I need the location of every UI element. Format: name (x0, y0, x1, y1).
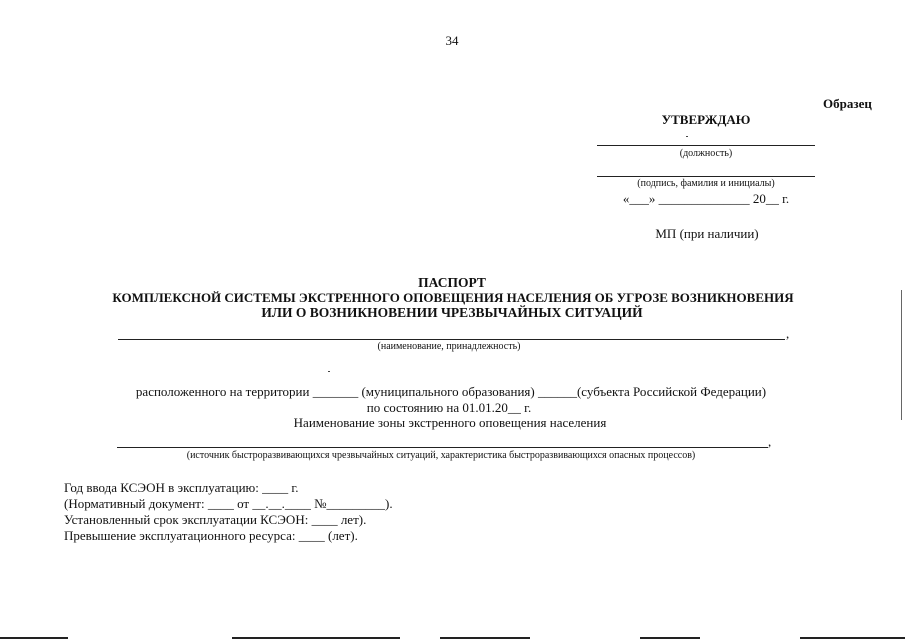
name-line (118, 339, 785, 340)
position-line (597, 145, 815, 146)
source-caption: (источник быстроразвивающихся чрезвычайных ситуаций, характеристика быстроразвивающихся опасных процессов) (186, 450, 696, 461)
scan-edge-mark (440, 637, 530, 639)
scan-edge-mark (0, 637, 68, 639)
zone-name-label: Наименование зоны экстренного оповещения населения (293, 415, 607, 430)
scan-edge-mark (640, 637, 700, 639)
signature-caption: (подпись, фамилия и инициалы) (637, 178, 775, 189)
sample-label: Образец (823, 96, 872, 111)
approval-date-line: «___» ______________ 20__ г. (622, 191, 790, 206)
commissioning-year: Год ввода КСЭОН в эксплуатацию: ____ г. (64, 480, 299, 495)
scan-edge-mark (901, 290, 902, 420)
resource-exceeded: Превышение эксплуатационного ресурса: ____ (лет). (64, 528, 358, 543)
as-of-date: по состоянию на 01.01.20__ г. (366, 400, 532, 415)
territory-line: расположенного на территории _______ (муниципального образования) ______(субъекта Российской Федерации) (135, 384, 767, 399)
normative-document: (Нормативный документ: ____ от __.__.____ №_________). (64, 496, 393, 511)
scan-edge-mark (232, 637, 400, 639)
scan-edge-mark (800, 637, 905, 639)
signature-line (597, 176, 815, 177)
source-line-comma: , (768, 434, 772, 449)
name-caption: (наименование, принадлежность) (377, 341, 521, 352)
document-title-line3: ИЛИ О ВОЗНИКНОВЕНИИ ЧРЕЗВЫЧАЙНЫХ СИТУАЦИЙ (261, 305, 643, 320)
name-line-comma: , (786, 326, 790, 341)
stamp-label: МП (при наличии) (655, 226, 759, 241)
page-number: 34 (445, 33, 459, 48)
position-caption: (должность) (679, 148, 733, 159)
scan-speck (328, 371, 330, 372)
document-title: ПАСПОРТ (418, 275, 486, 290)
document-title-line2: КОМПЛЕКСНОЙ СИСТЕМЫ ЭКСТРЕННОГО ОПОВЕЩЕНИЯ НАСЕЛЕНИЯ ОБ УГРОЗЕ ВОЗНИКНОВЕНИЯ (112, 290, 794, 305)
service-life: Установленный срок эксплуатации КСЭОН: ____ лет). (64, 512, 367, 527)
source-line (117, 447, 768, 448)
scan-speck (686, 136, 688, 137)
approval-heading: УТВЕРЖДАЮ (661, 112, 751, 127)
